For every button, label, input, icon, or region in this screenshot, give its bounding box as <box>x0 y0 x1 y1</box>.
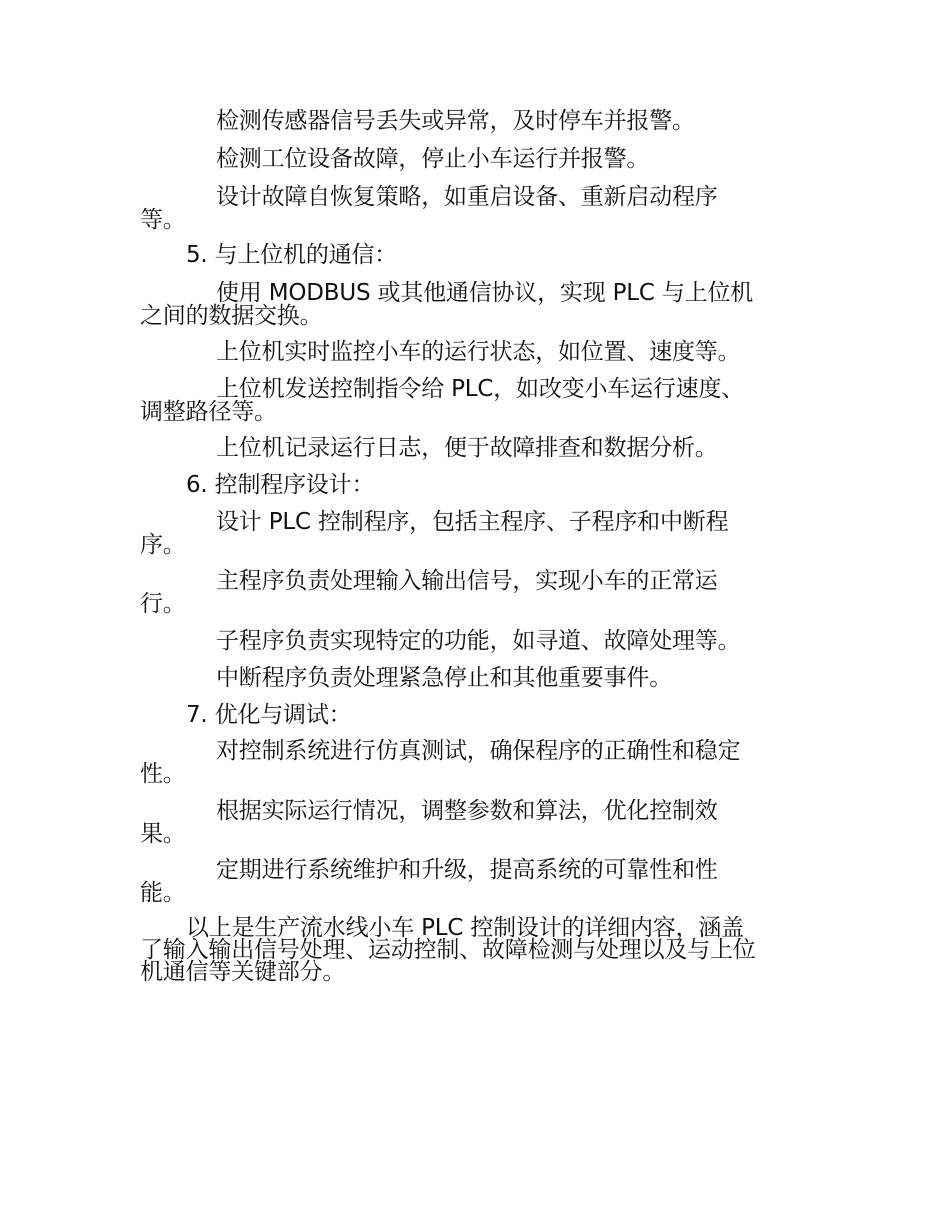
summary-line: 机通信等关键部分。 <box>140 959 346 985</box>
text-line: 使用 MODBUS 或其他通信协议，实现 PLC 与上位机 <box>216 280 754 306</box>
text-line: 中断程序负责处理紧急停止和其他重要事件。 <box>216 665 673 691</box>
text-line: 定期进行系统维护和升级，提高系统的可靠性和性 <box>216 857 718 883</box>
text-line: 序。 <box>140 532 186 558</box>
summary-line: 以上是生产流水线小车 PLC 控制设计的详细内容，涵盖 <box>186 915 744 941</box>
text-line: 之间的数据交换。 <box>140 303 323 329</box>
text-line: 检测工位设备故障，停止小车运行并报警。 <box>216 146 650 172</box>
text-line: 行。 <box>140 591 186 617</box>
text-line: 等。 <box>140 207 186 233</box>
text-line: 上位机实时监控小车的运行状态，如位置、速度等。 <box>216 339 741 365</box>
text-line: 子程序负责实现特定的功能，如寻道、故障处理等。 <box>216 628 741 654</box>
text-line: 能。 <box>140 880 186 906</box>
text-line: 调整路径等。 <box>140 399 277 425</box>
text-line: 上位机发送控制指令给 PLC，如改变小车运行速度、 <box>216 376 745 402</box>
section-heading: 5. 与上位机的通信： <box>186 242 398 268</box>
text-line: 对控制系统进行仿真测试，确保程序的正确性和稳定 <box>216 738 741 764</box>
summary-line: 了输入输出信号处理、运动控制、故障检测与处理以及与上位 <box>140 937 756 963</box>
text-line: 主程序负责处理输入输出信号，实现小车的正常运 <box>216 568 718 594</box>
text-line: 设计故障自恢复策略，如重启设备、重新启动程序 <box>216 184 718 210</box>
text-line: 性。 <box>140 761 186 787</box>
text-line: 上位机记录运行日志，便于故障排查和数据分析。 <box>216 435 718 461</box>
text-line: 设计 PLC 控制程序，包括主程序、子程序和中断程 <box>216 509 729 535</box>
text-line: 检测传感器信号丢失或异常，及时停车并报警。 <box>216 108 695 134</box>
section-heading: 6. 控制程序设计： <box>186 472 375 498</box>
text-line: 根据实际运行情况，调整参数和算法，优化控制效 <box>216 798 718 824</box>
text-line: 果。 <box>140 821 186 847</box>
section-heading: 7. 优化与调试： <box>186 702 352 728</box>
